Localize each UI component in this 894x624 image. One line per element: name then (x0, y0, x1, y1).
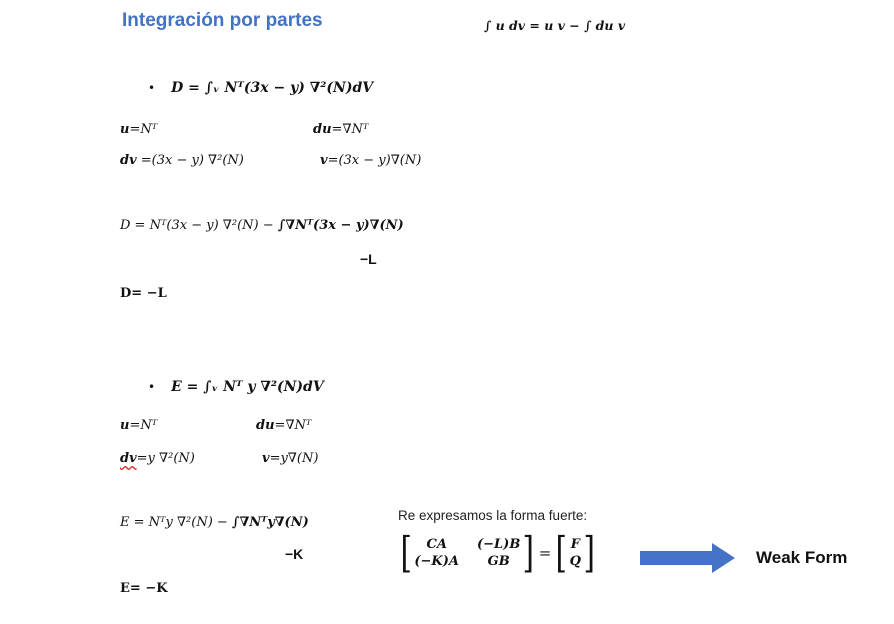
du-value: =∇Nᵀ (274, 418, 312, 433)
final-d: D= −L (120, 286, 167, 301)
result-e-value: −K (285, 546, 304, 562)
strong-form-caption: Re expresamos la forma fuerte: (398, 508, 588, 523)
result-d-plain: D = Nᵀ(3x − y) ∇²(N) − (120, 218, 278, 233)
left-bracket: [ (555, 528, 568, 577)
integral-e (148, 379, 324, 395)
v-definition-e (262, 451, 318, 466)
bullet: • (148, 380, 156, 394)
v-value: =(3x − y)∇(N) (327, 153, 422, 168)
matrix-cell: (−L)B (476, 537, 521, 552)
result-d (120, 218, 404, 233)
u-value: =Nᵀ (129, 122, 158, 137)
u-label: u (120, 418, 130, 433)
strong-form-matrix (398, 528, 597, 577)
page-title: Integración por partes (122, 10, 323, 31)
du-definition-d (313, 122, 368, 137)
matrix-cell: GB (487, 554, 510, 569)
result-e (120, 515, 309, 530)
matrix-cell: CA (426, 537, 447, 552)
v-value: =y∇(N) (269, 451, 319, 466)
u-label: u (120, 122, 130, 137)
u-definition-d (120, 122, 157, 137)
rhs-cell: Q (569, 554, 581, 569)
final-e: E= −K (120, 581, 168, 596)
equals-sign: = (538, 544, 552, 562)
v-label: v (320, 153, 328, 168)
integral-d (148, 80, 373, 96)
dv-definition-e (120, 451, 195, 466)
left-bracket: [ (400, 528, 412, 577)
dv-definition-d (120, 153, 244, 168)
result-e-integral: ∫∇Nᵀy∇(N) (231, 515, 309, 530)
right-bracket: ] (583, 528, 595, 577)
v-definition-d (320, 153, 421, 168)
matrix-cell: (−K)A (414, 554, 459, 569)
dv-label: dv (120, 153, 137, 168)
v-label: v (262, 451, 270, 466)
parts-formula: ∫ u dv = u v − ∫ du v (484, 18, 626, 33)
result-e-plain: E = Nᵀy ∇²(N) − (120, 515, 232, 530)
du-definition-e (256, 418, 311, 433)
dv-label: dv (120, 451, 137, 466)
result-d-integral: ∫∇Nᵀ(3x − y)∇(N) (277, 218, 404, 233)
integral-d-text: D = ∫ᵥ Nᵀ(3x − y) ∇²(N)dV (171, 80, 374, 96)
dv-value: =(3x − y) ∇²(N) (136, 153, 244, 168)
u-value: =Nᵀ (129, 418, 158, 433)
right-bracket: ] (522, 528, 535, 577)
du-label: du (256, 418, 275, 433)
dv-value: =y ∇²(N) (136, 451, 195, 466)
integral-e-text: E = ∫ᵥ Nᵀ y ∇²(N)dV (171, 379, 324, 395)
rhs-cell: F (570, 537, 580, 552)
rhs-vector (570, 537, 581, 569)
du-label: du (313, 122, 332, 137)
arrow-right-icon (640, 542, 736, 574)
bullet: • (148, 81, 156, 95)
weak-form-label: Weak Form (756, 548, 848, 567)
result-d-value: −L (360, 251, 377, 267)
du-value: =∇Nᵀ (331, 122, 369, 137)
matrix-grid (414, 537, 520, 569)
u-definition-e (120, 418, 157, 433)
